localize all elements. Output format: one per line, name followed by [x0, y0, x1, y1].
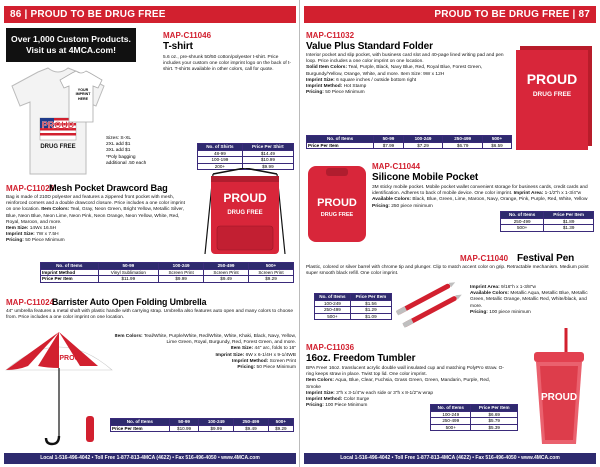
table-row [315, 307, 392, 314]
umbrella-pricing: 50 Piece Minimum [256, 365, 296, 371]
table-header-row [111, 419, 294, 426]
table-cell: 250-499 [501, 218, 544, 225]
tumbler-title: 16oz. Freedom Tumbler [306, 353, 416, 364]
umbrella-imprint: 6W x 6-1/4H x 9-1/4WB [245, 352, 296, 358]
folder-pricing: 50 Piece Minimum [325, 90, 365, 96]
folder-colors-label: Solid Item Colors: [306, 65, 348, 71]
table-cell: Price Per Item [41, 276, 99, 283]
pocket-imprint: 1-1/2"h x 1-3/4"w [544, 191, 582, 197]
table-header-row [41, 263, 294, 270]
pocket-desc-text: 3M sticky mobile pocket. Mobile pocket wallet convenient storage for business cards, credit cards and identification. Adheres to back of mobile device. One color imprint. [372, 185, 588, 197]
umbrella-colors: Teal/White, Purple/White, Red/White, White, Khaki, Black, Navy, Yellow, Lime Green, Royal, Burgundy, Red, Forest Green, and more. [143, 334, 296, 346]
tumbler-desc-text: BPA Free! 16oz. translucent acrylic double wall insulated cup and matching PolyPro straw. O-ring keeps straw in place. Twist top lid. One color imprint. [306, 366, 505, 378]
umbrella-code: MAP-C11024 [6, 298, 55, 307]
table-header-cell: No. of Items [431, 405, 471, 412]
table-cell: $10.99 [242, 157, 293, 164]
table-cell: $1.56 [350, 300, 391, 307]
table-row [315, 313, 392, 320]
pocket-print-subtext: DRUG FREE [320, 212, 354, 218]
umbrella-colors-label: Item Colors: [114, 334, 143, 339]
table-header-cell: No. of Shirts [198, 144, 243, 151]
table-row [431, 411, 518, 418]
pocket-pricing: 250 piece minimum [391, 203, 433, 209]
tumbler-imprint: 3"h x 3-1/4"w each side or 3"h x 8-1/2"w wrap [336, 390, 434, 396]
table-header-cell: No. of Items [501, 212, 544, 219]
folder-method: Hot Stamp [343, 84, 367, 90]
table-cell: Imprint Method [41, 269, 99, 276]
table-row [41, 276, 294, 283]
table-cell: $7.29 [403, 142, 443, 149]
table-header-cell: 500+ [482, 136, 511, 143]
drawcord-size-label: Item Size: [6, 226, 29, 232]
table-header-cell: 50-99 [98, 263, 159, 270]
umbrella-method: Screen Print [269, 358, 296, 364]
table-header-cell: Price Per Shirt [242, 144, 293, 151]
folder-colors: Teal, Purple, Black, Navy Blue, Red, Royal Blue, Forest Green, Burgundy/Yellow, Orange, White, and more. Item Size: 9W x 12H [306, 65, 483, 77]
tumbler-pricing: 100 Piece Minimum [325, 403, 368, 409]
tshirt-logo-text: YOUR IMPRINT HERE [75, 88, 91, 101]
table-header-cell: No. of Items [307, 136, 374, 143]
table-cell: 500+ [501, 225, 544, 232]
pen-image [396, 280, 466, 334]
page-footer-right[interactable]: Local 1-516-496-4042 • Toll Free 1-877-813-4MCA (4622) • Fax 516-496-4050 • www.4MCA.com [304, 453, 596, 464]
table-header-cell: 250-499 [443, 136, 483, 143]
table-cell: Screen Print [159, 269, 204, 276]
table-cell: 250-499 [431, 418, 471, 425]
table-cell: 100-249 [431, 411, 471, 418]
table-cell: Price Per Item [307, 142, 374, 149]
folder-imprint: 6 square inches / outside bottom right [336, 77, 417, 83]
umbrella-image [2, 326, 116, 448]
tshirt-print-art: PROUD [41, 120, 75, 130]
table-cell: $9.29 [268, 425, 293, 432]
table-header-cell: 500+ [268, 419, 293, 426]
folder-method-label: Imprint Method: [306, 84, 343, 90]
promo-banner[interactable] [6, 28, 136, 62]
pen-colors: Metallic Aqua, Metallic Blue, Metallic Green, Metallic Orange, Metallic Red, White/black, and more. [470, 291, 588, 309]
pocket-colors: Black, Blue, Green, Lime, Maroon, Navy, Orange, Pink, Purple, Red, White, Yellow [412, 197, 588, 203]
table-cell: 200+ [198, 163, 243, 170]
folder-pricing-label: Pricing: [306, 90, 324, 96]
folder-price-table [306, 135, 512, 149]
drawcord-size: 14Wx 16.5H [29, 226, 57, 232]
promo-banner-line1: Over 1,000 Custom Products. [11, 34, 131, 44]
bag-print-subtext: DRUG FREE [227, 210, 263, 216]
table-cell: 100-199 [198, 157, 243, 164]
table-row [431, 418, 518, 425]
mobile-pocket-image [306, 164, 368, 244]
folder-title: Value Plus Standard Folder [306, 41, 433, 52]
table-cell: $9.99 [199, 425, 234, 432]
table-cell: $9.49 [204, 276, 249, 283]
page-header-right: PROUD TO BE DRUG FREE | 87 [304, 6, 596, 23]
umbrella-imprint-label: Imprint Size: [215, 352, 245, 358]
tshirt-size-line: Sizes: S-XL [106, 136, 132, 141]
tumbler-image [526, 328, 592, 448]
page-footer-left[interactable]: Local 1-516-496-4042 • Toll Free 1-877-813-4MCA (4622) • Fax 516-496-4050 • www.4MCA.com [4, 453, 296, 464]
table-row [41, 269, 294, 276]
tumbler-code: MAP-C11036 [306, 343, 355, 352]
pen-code: MAP-C11040 [460, 254, 509, 263]
table-row [111, 425, 294, 432]
promo-banner-line2: Visit us at 4MCA.com! [25, 45, 117, 55]
table-cell: $7.99 [374, 142, 403, 149]
table-header-row [431, 405, 518, 412]
table-cell: $5.39 [471, 424, 518, 431]
table-header-cell: 500+ [249, 263, 294, 270]
tumbler-price-table [430, 404, 518, 431]
table-row [501, 225, 594, 232]
pocket-code: MAP-C11044 [372, 162, 421, 171]
tshirt-size-line: additional .50 each [106, 160, 147, 166]
drawcord-pricing: 50 Piece Minimum [25, 238, 65, 244]
umbrella-size: 44" arc, folds to 16" [254, 346, 296, 352]
table-cell: $9.49 [234, 425, 269, 432]
table-header-cell: No. of Items [111, 419, 170, 426]
tshirt-price-table [197, 143, 294, 170]
drawcord-desc-text: Bag is made of 210D polyester and features a zippered front pocket with mesh, reinforced corners and a double drawcord closure. Price includes a one color imprint on one location. [6, 195, 185, 213]
table-cell: $5.79 [471, 418, 518, 425]
table-cell: $1.89 [544, 218, 594, 225]
table-header-cell: 250-499 [204, 263, 249, 270]
folder-desc-text: Interior pocket and slip pocket, with business card slot and 40-page lined writing pad and pen loop. Price includes a one color imprint on one location. [306, 53, 504, 65]
folder-code: MAP-C11032 [306, 31, 355, 40]
table-header-cell: No. of Items [41, 263, 99, 270]
page-header-left: 86 | PROUD TO BE DRUG FREE [4, 6, 296, 23]
table-header-cell: Price Per Item [350, 294, 391, 301]
tshirt-code: MAP-C11046 [163, 31, 212, 40]
table-header-row [501, 212, 594, 219]
pen-specs [470, 285, 596, 316]
pen-colors-label: Available Colors: [470, 291, 510, 297]
tumbler-method: Color Surge [343, 397, 370, 403]
tshirt-title: T-shirt [163, 41, 193, 52]
umbrella-desc: 44" umbrella features a metal shaft with plastic handle with carrying strap. Umbrella also features auto open and many colors to choose from. Price includes a one color imprint on one location. [6, 309, 294, 321]
table-row [198, 157, 294, 164]
pen-imprint: 9/16"h x 1-3/8"w [501, 285, 536, 290]
table-cell: Price Per Item [111, 425, 170, 432]
umbrella-print-text: PROUD [59, 355, 85, 362]
table-header-cell: 100-249 [159, 263, 204, 270]
table-cell: $6.79 [443, 142, 483, 149]
table-header-cell: Price Per Item [544, 212, 594, 219]
table-header-row [198, 144, 294, 151]
tumbler-imprint-label: Imprint Size: [306, 390, 335, 396]
pocket-title: Silicone Mobile Pocket [372, 172, 479, 183]
pocket-colors-label: Available Colors: [372, 197, 412, 203]
drawcord-colors: Teal, Gray, Neon Green, Bright Yellow, Metallic Silver, Blue, Neon Blue, Neon Lime, Neon Pink, Neon Orange, Neon Yellow, White, Red, Royal, Maroon, and more. [6, 207, 184, 225]
table-row [315, 300, 392, 307]
drawcord-price-table [40, 262, 294, 283]
table-cell: $1.39 [544, 225, 594, 232]
tshirt-size-line: 3XL add $1 [106, 148, 131, 154]
table-cell: $1.29 [350, 307, 391, 314]
table-row [431, 424, 518, 431]
table-cell: $6.69 [471, 411, 518, 418]
table-header-row [307, 136, 512, 143]
table-row [198, 150, 294, 157]
folder-print-subtext: DRUG FREE [532, 91, 572, 98]
table-cell: Screen Print [249, 269, 294, 276]
umbrella-size-label: Item Size: [230, 346, 254, 352]
bag-print-text: PROUD [223, 191, 267, 205]
tshirt-sizes [106, 136, 162, 167]
table-cell: 100-249 [315, 300, 351, 307]
table-cell: $9.29 [249, 276, 294, 283]
folder-print-text: PROUD [526, 71, 578, 87]
table-cell: $9.99 [242, 163, 293, 170]
table-cell: 500+ [315, 313, 351, 320]
drawcord-imprint: 7W x 7.5H [36, 232, 59, 238]
tumbler-method-label: Imprint Method: [306, 397, 343, 403]
pocket-imprint-label: Imprint Area: [513, 191, 544, 197]
umbrella-pricing-label: Pricing: [237, 365, 256, 371]
tumbler-print-text: PROUD [540, 392, 578, 403]
drawcord-code: MAP-C11026 [6, 184, 55, 193]
umbrella-price-table [110, 418, 294, 432]
table-cell: 250-499 [315, 307, 351, 314]
table-cell: $10.99 [169, 425, 199, 432]
folder-desc [306, 53, 506, 96]
drawcord-colors-label: Item Colors: [41, 207, 70, 213]
tumbler-pricing-label: Pricing: [306, 403, 324, 409]
folder-imprint-label: Imprint Size: [306, 77, 335, 83]
tumbler-colors: Aqua, Blue, Clear, Fuchsia, Grass Green, Green, Mandarin, Purple, Red, Smoke [306, 378, 490, 390]
table-header-row [315, 294, 392, 301]
table-header-cell: Price Per Item [471, 405, 518, 412]
pen-title: Festival Pen [517, 253, 575, 264]
pen-pricing: 100 piece minimum [489, 309, 531, 315]
tshirt-desc: 5.6 oz., pre-shrunk 50/50 cotton/polyester t-shirt. Price includes your custom one color imprint logo on the back of t-shirt. T-shirts available in other colors, call for quote. [163, 55, 291, 73]
folder-image [514, 44, 596, 152]
table-header-cell: 100-249 [403, 136, 443, 143]
pen-pricing-label: Pricing: [470, 309, 488, 315]
table-row [307, 142, 512, 149]
table-cell: $1.09 [350, 313, 391, 320]
table-header-cell: 250-499 [234, 419, 269, 426]
pen-price-table [314, 293, 392, 320]
pocket-price-table [500, 211, 594, 232]
pen-imprint-label: Imprint Area: [470, 285, 500, 290]
pocket-pricing-label: Pricing: [372, 203, 390, 209]
table-cell: $9.99 [159, 276, 204, 283]
table-cell: Vinyl Sublimation [98, 269, 159, 276]
table-cell: $11.99 [98, 276, 159, 283]
pen-desc: Plastic, colored or silver barrel with chrome tip and plunger. Clip to match accent color on grip. Retractable mechanism. Medium point super smooth black refill. One color imprint. [306, 265, 589, 277]
umbrella-method-label: Imprint Method: [232, 358, 269, 364]
umbrella-title: Barrister Auto Open Folding Umbrella [52, 297, 207, 307]
table-header-cell: 50-99 [374, 136, 403, 143]
drawcord-title: Mesh Pocket Drawcord Bag [49, 183, 168, 193]
drawcord-bag-image [195, 168, 295, 260]
table-cell: $14.49 [242, 150, 293, 157]
table-header-cell: 50-99 [169, 419, 199, 426]
drawcord-imprint-label: Imprint Size: [6, 232, 35, 238]
table-cell: 500+ [431, 424, 471, 431]
drawcord-pricing-label: Pricing: [6, 238, 24, 244]
umbrella-specs [111, 334, 296, 371]
tshirt-size-line: *Poly bagging [106, 154, 136, 160]
tshirt-size-line: 2XL add $1 [106, 142, 131, 148]
table-row [501, 218, 594, 225]
pocket-print-text: PROUD [317, 197, 357, 209]
table-cell: $6.59 [482, 142, 511, 149]
tumbler-desc [306, 366, 506, 409]
table-header-cell: 100-249 [199, 419, 234, 426]
pocket-desc [372, 185, 596, 210]
table-cell: 48-99 [198, 150, 243, 157]
drawcord-desc [6, 195, 189, 245]
tumbler-colors-label: Item Colors: [306, 378, 334, 384]
page-right [300, 0, 600, 467]
table-header-cell: No. of Items [315, 294, 351, 301]
tshirt-print-text: DRUG FREE [40, 144, 76, 150]
table-cell: Screen Print [204, 269, 249, 276]
